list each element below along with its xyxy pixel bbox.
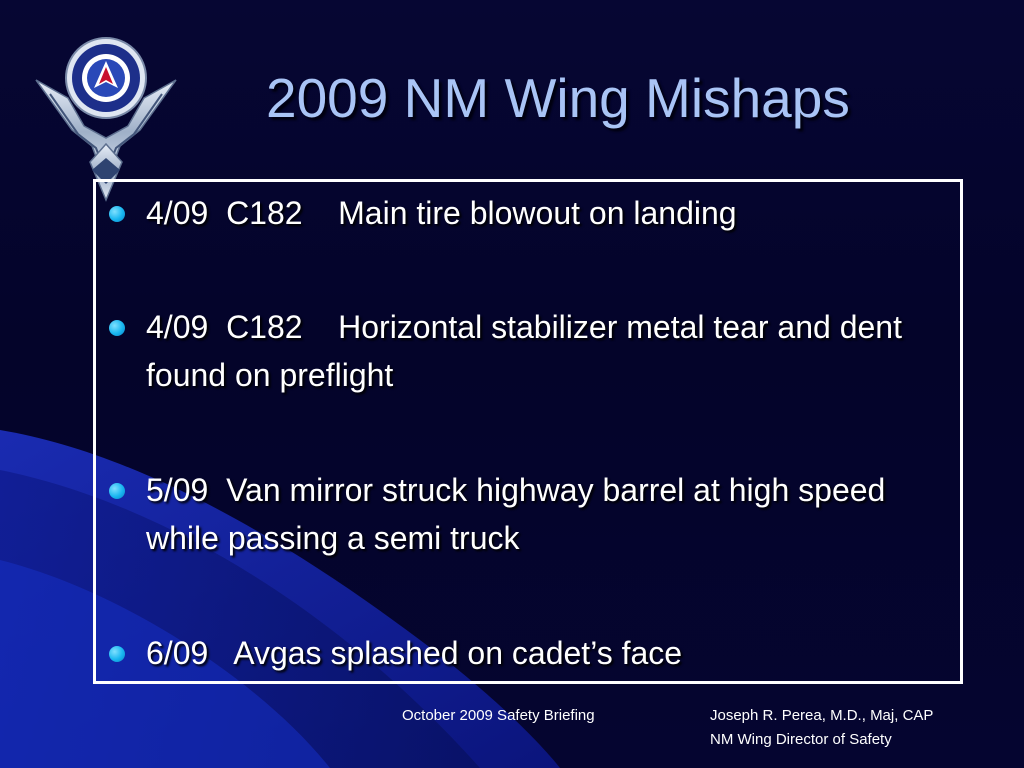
list-item <box>109 189 949 237</box>
bullet-dot-icon <box>109 206 125 222</box>
list-item <box>109 303 949 399</box>
list-item <box>109 466 949 562</box>
bullet-list-box <box>93 179 963 684</box>
civil-air-patrol-logo <box>32 34 180 202</box>
bullet-text: 5/09 Van mirror struck highway barrel at high speed while passing a semi truck <box>146 472 895 556</box>
footer-briefing-label: October 2009 Safety Briefing <box>402 707 595 724</box>
bullet-dot-icon <box>109 646 125 662</box>
bullet-dot-icon <box>109 483 125 499</box>
wings-emblem-icon <box>32 34 180 202</box>
bullet-dot-icon <box>109 320 125 336</box>
bullet-text: 4/09 C182 Main tire blowout on landing <box>146 195 737 231</box>
bullet-text: 6/09 Avgas splashed on cadet’s face <box>146 635 683 671</box>
slide-title: 2009 NM Wing Mishaps <box>266 67 850 129</box>
footer-author-title: NM Wing Director of Safety <box>710 731 892 748</box>
footer-author-name: Joseph R. Perea, M.D., Maj, CAP <box>710 707 934 724</box>
list-item <box>109 629 949 677</box>
bullet-text: 4/09 C182 Horizontal stabilizer metal tear and dent found on preflight <box>146 309 911 393</box>
